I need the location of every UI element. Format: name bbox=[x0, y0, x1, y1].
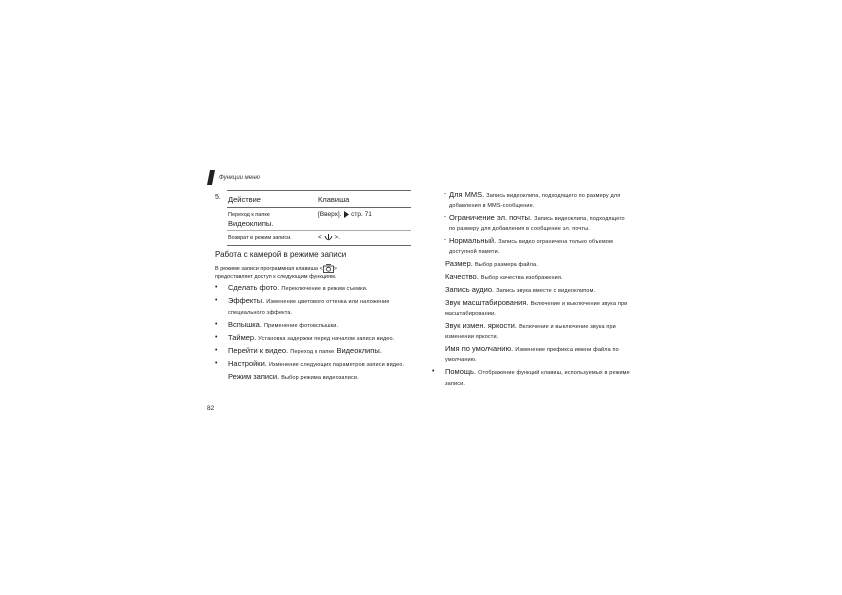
item-term: Имя по умолчанию. bbox=[445, 344, 514, 353]
right-column bbox=[432, 190, 632, 391]
list-item bbox=[215, 283, 415, 294]
back-softkey-icon bbox=[324, 234, 333, 241]
item-desc: Выбор качества изображения. bbox=[480, 275, 563, 281]
bullet: • bbox=[215, 360, 218, 367]
item-desc: Переключение в режим съемки. bbox=[281, 286, 368, 292]
list-item bbox=[432, 367, 632, 389]
dash: - bbox=[444, 191, 446, 197]
table-bottom-rule bbox=[227, 245, 411, 246]
item-desc: Запись видеоклипа, подходящего по размеру для добавления в сообщение эл. почты. bbox=[449, 216, 625, 232]
row2-key-post: >. bbox=[334, 234, 341, 242]
header-action: Действие bbox=[228, 194, 261, 204]
item-desc: Изменение префикса имени файла по умолчанию. bbox=[445, 347, 619, 363]
bullet: • bbox=[215, 297, 218, 304]
list-item bbox=[215, 346, 415, 357]
dash: - bbox=[444, 214, 446, 220]
sub-option bbox=[215, 372, 415, 383]
table-row bbox=[227, 208, 411, 230]
row1-action bbox=[227, 211, 318, 230]
item-term: Звук масштабирования. bbox=[445, 298, 529, 307]
item-desc: Изменение цветового оттенка или наложение специального эффекта. bbox=[228, 299, 390, 316]
item-term: Для MMS. bbox=[449, 190, 485, 199]
row2-key bbox=[318, 234, 411, 241]
item-term: Качество. bbox=[445, 272, 479, 281]
page-number: 82 bbox=[207, 405, 215, 412]
section-tab-icon bbox=[207, 170, 215, 185]
item-desc: Изменение следующих параметров записи видео. bbox=[268, 362, 405, 368]
item-term: Нормальный. bbox=[449, 236, 497, 245]
list-item bbox=[215, 333, 415, 344]
item-term: Режим записи. bbox=[228, 372, 280, 381]
bullet: • bbox=[215, 334, 218, 341]
row2-key-pre: < bbox=[318, 234, 322, 242]
list-item bbox=[432, 236, 632, 256]
row1-key-text: [Вверх]. bbox=[318, 211, 342, 219]
list-item bbox=[432, 190, 632, 210]
table-header-row bbox=[227, 191, 411, 207]
item-desc: Запись видео ограничена только объемом доступной памяти. bbox=[449, 239, 613, 255]
item-desc: Запись видеоклипа, подходящего по размеру для добавления в MMS-сообщение. bbox=[449, 193, 621, 209]
item-desc: Отображение функций клавиш, используемых в режиме записи. bbox=[445, 370, 630, 387]
item-extra: Видеоклипы. bbox=[336, 346, 382, 355]
item-desc: Запись звука вместе с видеоклипом. bbox=[496, 288, 596, 294]
item-desc: Установка задержки перед началом записи видео. bbox=[258, 336, 395, 342]
bullet: • bbox=[215, 347, 218, 354]
item-term: Сделать фото. bbox=[228, 283, 280, 292]
list-item bbox=[432, 272, 632, 282]
bullet: • bbox=[215, 284, 218, 291]
intro-part1: В режиме записи программная клавиша < bbox=[215, 265, 323, 272]
row1-ref: стр. 71 bbox=[351, 211, 372, 219]
intro-part2: > bbox=[333, 265, 337, 272]
row1-key bbox=[318, 211, 411, 230]
row2-action: Возврат в режим записи. bbox=[228, 235, 292, 241]
item-term: Таймер. bbox=[228, 333, 257, 342]
bullet: • bbox=[432, 368, 435, 375]
item-term: Размер. bbox=[445, 259, 473, 268]
list-item bbox=[432, 285, 632, 295]
intro-line2: предоставляет доступ к следующим функциям. bbox=[215, 274, 337, 280]
item-desc: Выбор размера файла. bbox=[474, 262, 538, 268]
list-item bbox=[432, 321, 632, 341]
list-item bbox=[432, 259, 632, 269]
item-desc: Переход к папке bbox=[290, 349, 335, 355]
dash: - bbox=[444, 237, 446, 243]
list-item bbox=[432, 298, 632, 318]
list-item bbox=[432, 213, 632, 233]
intro-text bbox=[215, 264, 415, 281]
item-term: Звук измен. яркости. bbox=[445, 321, 517, 330]
item-term: Настройки. bbox=[228, 359, 267, 368]
list-item bbox=[215, 296, 415, 318]
arrow-right-icon bbox=[343, 211, 349, 218]
actions-table bbox=[227, 190, 411, 246]
item-desc: Включение и выключение звука при масштабировании. bbox=[445, 301, 628, 317]
left-column bbox=[215, 250, 415, 385]
list-item bbox=[215, 359, 415, 370]
item-desc: Выбор режима видеозаписи. bbox=[281, 375, 359, 381]
item-term: Помощь. bbox=[445, 367, 477, 376]
item-term: Перейти к видео. bbox=[228, 346, 289, 355]
row1-action-big: Видеоклипы. bbox=[228, 219, 274, 228]
item-desc: Применение фотовспышки. bbox=[264, 323, 339, 329]
item-term: Вспышка. bbox=[228, 320, 262, 329]
row1-action-small: Переход к папке bbox=[228, 212, 270, 218]
header-key: Клавиша bbox=[318, 194, 350, 204]
menu-softkey-icon bbox=[323, 264, 334, 273]
section-title: Работа с камерой в режиме записи bbox=[215, 250, 347, 259]
section-label: Функции меню bbox=[219, 175, 260, 181]
item-term: Ограничение эл. почты. bbox=[449, 213, 532, 222]
list-item bbox=[432, 344, 632, 364]
bullet: • bbox=[215, 321, 218, 328]
item-term: Эффекты. bbox=[228, 296, 265, 305]
table-row bbox=[227, 231, 411, 245]
list-item bbox=[215, 320, 415, 331]
step-number: 5. bbox=[215, 194, 221, 201]
item-desc: Включение и выключение звука при изменении яркости. bbox=[445, 324, 616, 340]
item-term: Запись аудио. bbox=[445, 285, 495, 294]
page-header bbox=[207, 170, 417, 186]
